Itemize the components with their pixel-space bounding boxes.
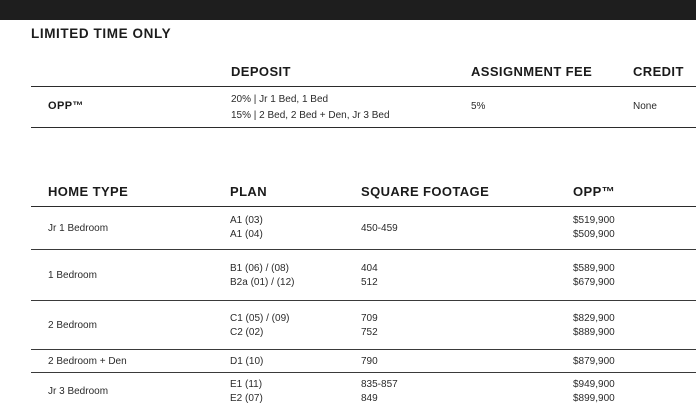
plan-line: A1 (03) (230, 215, 263, 226)
price-line: $509,900 (573, 229, 615, 240)
square-footage-header: SQUARE FOOTAGE (361, 184, 490, 199)
pricing-header-divider (31, 206, 696, 207)
sqft-line: 404 (361, 263, 378, 274)
sqft-cell (361, 262, 378, 290)
price-cell: $879,900 (573, 356, 615, 367)
plan-header: PLAN (230, 184, 267, 199)
plan-line: A1 (04) (230, 229, 263, 240)
home-type-cell: Jr 3 Bedroom (48, 386, 109, 397)
home-type-cell: 1 Bedroom (48, 270, 97, 281)
credit-value: None (633, 101, 657, 112)
home-type-cell: Jr 1 Bedroom (48, 223, 109, 234)
sqft-line: 709 (361, 313, 378, 324)
deposit-header: DEPOSIT (231, 64, 291, 79)
deposit-table-bottom-divider (31, 127, 696, 128)
plan-line: E1 (11) (230, 379, 263, 390)
plan-cell (230, 378, 263, 406)
deposit-header-divider (31, 86, 696, 87)
price-line: $589,900 (573, 263, 615, 274)
plan-line: B1 (06) / (08) (230, 263, 289, 274)
price-line: $829,900 (573, 313, 615, 324)
price-cell (573, 262, 615, 290)
plan-cell (230, 214, 263, 242)
plan-cell (230, 262, 294, 290)
plan-cell: D1 (10) (230, 356, 264, 367)
assignment-fee-value: 5% (471, 101, 486, 112)
table-row (0, 312, 696, 344)
price-cell (573, 312, 615, 340)
home-type-cell: 2 Bedroom (48, 320, 97, 331)
row-divider (31, 349, 696, 350)
assignment-fee-header: ASSIGNMENT FEE (471, 64, 593, 79)
plan-line: E2 (07) (230, 393, 263, 404)
section-title: LIMITED TIME ONLY (31, 26, 172, 41)
sqft-cell (361, 378, 398, 406)
deposit-line-1: 20% | Jr 1 Bed, 1 Bed (231, 94, 329, 105)
sqft-cell: 450-459 (361, 223, 398, 234)
table-row (0, 355, 696, 371)
row-divider (31, 300, 696, 301)
home-type-cell: 2 Bedroom + Den (48, 356, 127, 367)
sqft-line: 752 (361, 327, 378, 338)
price-line: $889,900 (573, 327, 615, 338)
plan-line: B2a (01) / (12) (230, 277, 295, 288)
opp-header: OPP™ (573, 184, 616, 199)
table-row (0, 262, 696, 294)
table-row (0, 214, 696, 246)
sqft-cell (361, 312, 378, 340)
plan-cell (230, 312, 289, 340)
sqft-cell: 790 (361, 356, 378, 367)
deposit-line-2: 15% | 2 Bed, 2 Bed + Den, Jr 3 Bed (231, 110, 390, 121)
home-type-header: HOME TYPE (48, 184, 129, 199)
price-line: $899,900 (573, 393, 615, 404)
price-line: $519,900 (573, 215, 615, 226)
sqft-line: 835-857 (361, 379, 398, 390)
price-line: $679,900 (573, 277, 615, 288)
top-banner-bar (0, 0, 696, 20)
row-divider (31, 372, 696, 373)
price-line: $949,900 (573, 379, 615, 390)
credit-header: CREDIT (633, 64, 684, 79)
sqft-line: 849 (361, 393, 378, 404)
row-divider (31, 249, 696, 250)
plan-line: C1 (05) / (09) (230, 313, 290, 324)
table-row (0, 378, 696, 410)
sqft-line: 512 (361, 277, 378, 288)
deposit-row-label: OPP™ (48, 100, 84, 112)
price-cell (573, 214, 615, 242)
plan-line: C2 (02) (230, 327, 264, 338)
price-cell (573, 378, 615, 406)
